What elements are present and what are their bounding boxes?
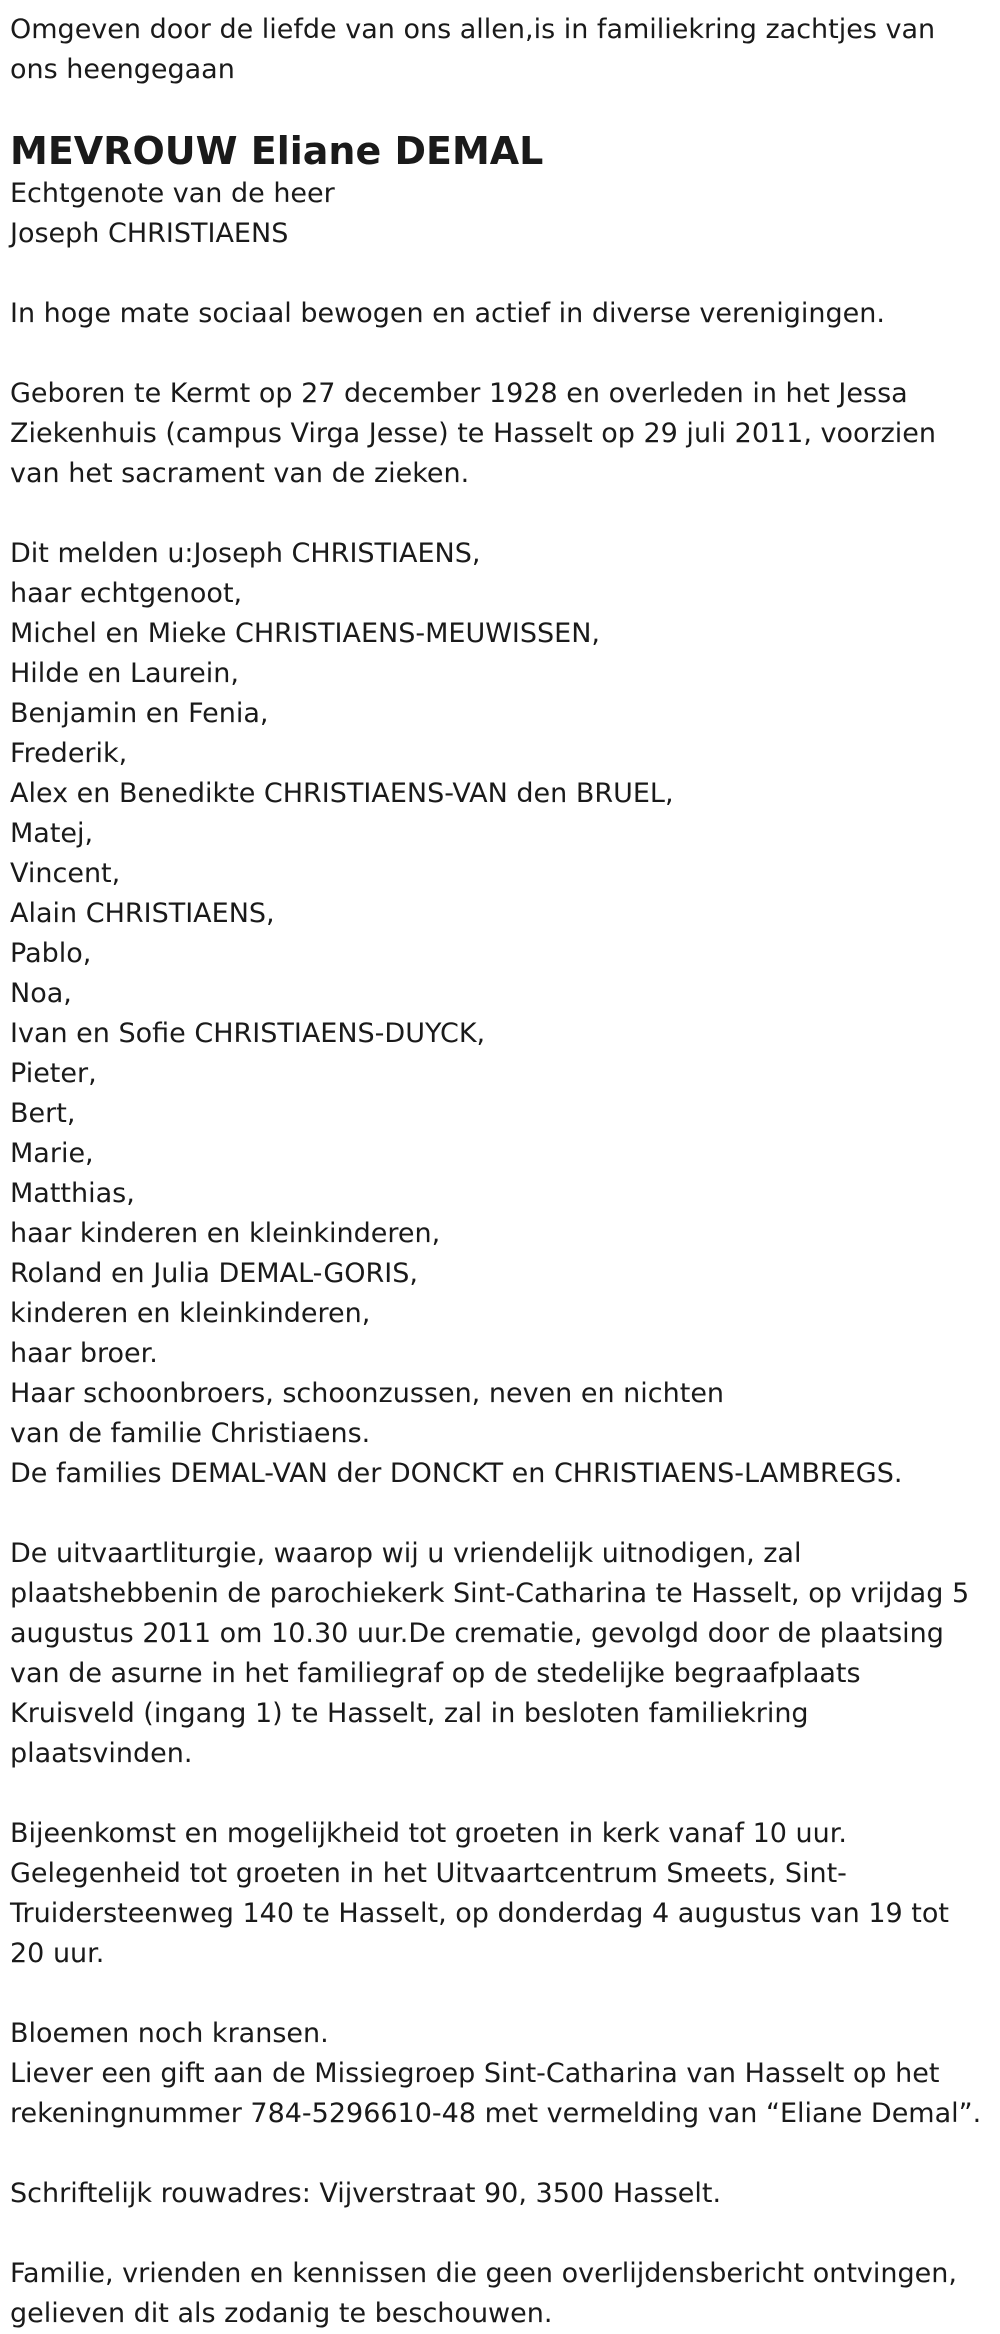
address-text: Schriftelijk rouwadres: Vijverstraat 90, 3500 Hasselt. — [10, 2178, 722, 2209]
announcer-line: Ivan en Sofie CHRISTIAENS-DUYCK, — [10, 1018, 486, 1049]
announcer-line: De families DEMAL-VAN der DONCKT en CHRISTIAENS-LAMBREGS. — [10, 1458, 903, 1489]
announcer-line: Michel en Mieke CHRISTIAENS-MEUWISSEN, — [10, 618, 601, 649]
closing-text: Familie, vrienden en kennissen die geen overlijdensbericht ontvingen, gelieven dit als zodanig te beschouwen. — [10, 2258, 957, 2329]
social-text: In hoge mate sociaal bewogen en actief in diverse verenigingen. — [10, 298, 885, 329]
spouse-name: Joseph CHRISTIAENS — [10, 218, 289, 249]
donation-text: Liever een gift aan de Missiegroep Sint-Catharina van Hasselt op het rekeningnummer 784-5296610-48 met vermelding van “Eliane Demal”. — [10, 2058, 982, 2129]
intro-text: Omgeven door de liefde van ons allen,is in familiekring zachtjes van ons heengegaan — [10, 14, 936, 85]
announcer-line: Bert, — [10, 1098, 76, 1129]
announcer-line: Alain CHRISTIAENS, — [10, 898, 275, 929]
spouse-line: Echtgenote van de heer — [10, 178, 335, 209]
deceased-name: MEVROUW Eliane DEMAL — [10, 129, 544, 173]
announcer-line: Pieter, — [10, 1058, 97, 1089]
announcer-line: Benjamin en Fenia, — [10, 698, 269, 729]
gathering-funeral-home-text: Gelegenheid tot groeten in het Uitvaartcentrum Smeets, Sint-Truidersteenweg 140 te Hasselt, op donderdag 4 augustus van 19 tot 20 uur. — [10, 1858, 949, 1969]
funeral-text: De uitvaartliturgie, waarop wij u vriendelijk uitnodigen, zal plaatshebbenin de parochiekerk Sint-Catharina te Hasselt, op vrijdag 5 augustus 2011 om 10.30 uur.De crematie, gevolgd door de plaatsing van de asurne in het familiegraf op de stedelijke begraafplaats Kruisveld (ingang 1) te Hasselt, zal in besloten familiekring plaatsvinden. — [10, 1538, 970, 1769]
announcer-line: Matej, — [10, 818, 94, 849]
announcer-line: Frederik, — [10, 738, 128, 769]
announcer-line: Roland en Julia DEMAL-GORIS, — [10, 1258, 418, 1289]
announcer-line: Dit melden u:Joseph CHRISTIAENS, — [10, 538, 481, 569]
announcers-list — [10, 534, 990, 1494]
gathering-church-text: Bijeenkomst en mogelijkheid tot groeten in kerk vanaf 10 uur. — [10, 1818, 847, 1849]
announcer-line: Matthias, — [10, 1178, 135, 1209]
announcer-line: Vincent, — [10, 858, 121, 889]
announcer-line: kinderen en kleinkinderen, — [10, 1298, 371, 1329]
announcer-line: Alex en Benedikte CHRISTIAENS-VAN den BRUEL, — [10, 778, 674, 809]
announcer-line: Hilde en Laurein, — [10, 658, 239, 689]
announcer-line: haar broer. — [10, 1338, 158, 1369]
birth-death-text: Geboren te Kermt op 27 december 1928 en overleden in het Jessa Ziekenhuis (campus Virga Jesse) te Hasselt op 29 juli 2011, voorzien van het sacrament van de zieken. — [10, 378, 937, 489]
announcer-line: Marie, — [10, 1138, 94, 1169]
announcer-line: Pablo, — [10, 938, 92, 969]
announcer-line: Haar schoonbroers, schoonzussen, neven en nichten — [10, 1378, 725, 1409]
flowers-text: Bloemen noch kransen. — [10, 2018, 329, 2049]
announcer-line: haar echtgenoot, — [10, 578, 243, 609]
announcer-line: haar kinderen en kleinkinderen, — [10, 1218, 441, 1249]
announcer-line: Noa, — [10, 978, 72, 1009]
announcer-line: van de familie Christiaens. — [10, 1418, 371, 1449]
